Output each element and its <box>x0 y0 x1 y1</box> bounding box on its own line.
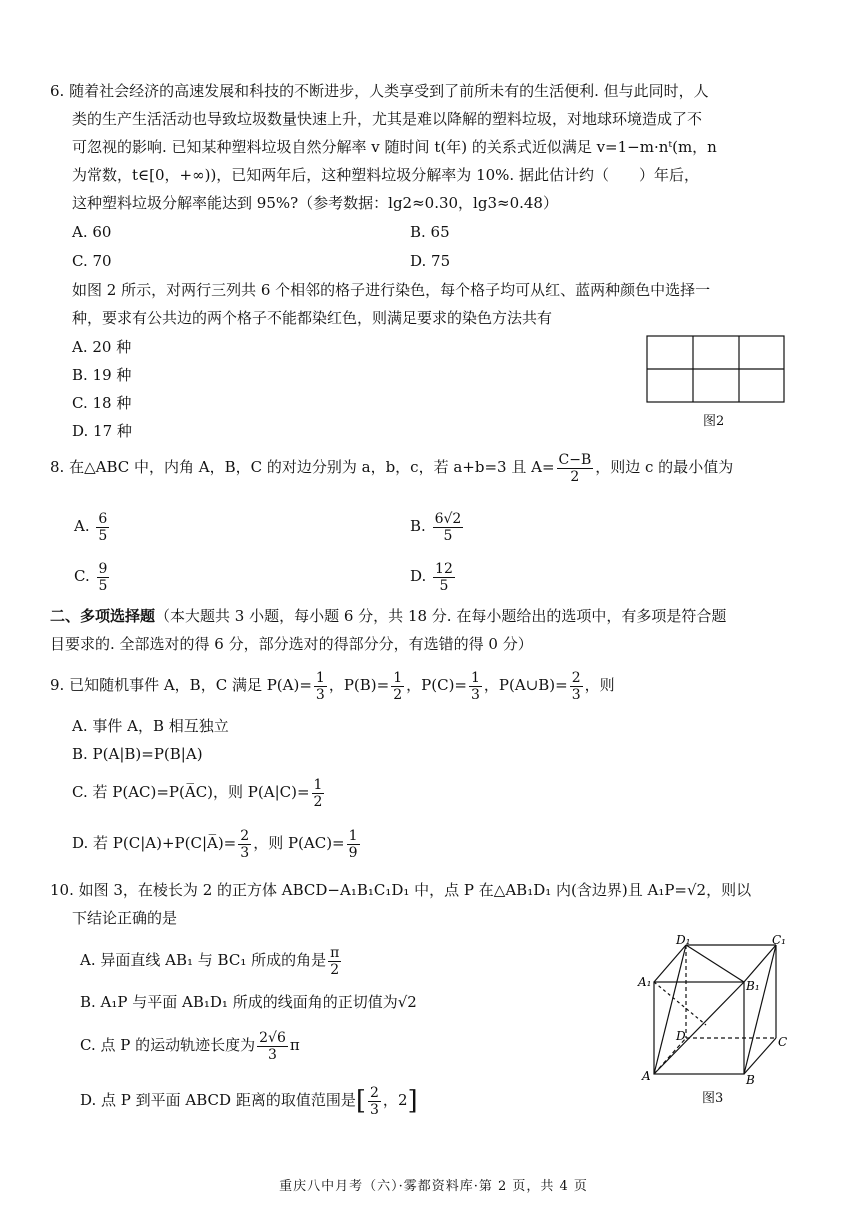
q8-option-d-den: 5 <box>439 577 449 594</box>
q10-option-c <box>80 1025 300 1065</box>
segment-a1-p <box>654 982 706 1025</box>
label-a: A <box>642 1069 651 1083</box>
section2-title: 二、多项选择题 <box>50 607 156 625</box>
q8-option-d <box>410 556 457 596</box>
q9-option-d-num1: 2 <box>240 827 250 844</box>
q10-option-d-text: D. 点 P 到平面 ABCD 距离的取值范围是 <box>80 1091 356 1109</box>
q6-line5: 这种塑料垃圾分解率能达到 95%?（参考数据：lg2≈0.30，lg3≈0.48） <box>72 194 558 212</box>
q6-option-d: D. 75 <box>410 252 451 270</box>
figure3-caption: 图3 <box>702 1091 724 1106</box>
q9-option-d-text: D. 若 P(C|A)+P(C|A̅)= <box>72 834 237 852</box>
q6-line4: 为常数，t∈[0，+∞))，已知两年后，这种塑料垃圾分解率为 10%. 据此估计约（ ）年后， <box>72 166 699 184</box>
page-footer: 重庆八中月考（六）·雾都资料库·第 2 页，共 4 页 <box>279 1179 588 1194</box>
q9-pu-label: ，P(A∪B)= <box>483 676 568 694</box>
q9-option-a: A. 事件 A，B 相互独立 <box>72 717 229 735</box>
label-b: B <box>746 1073 755 1087</box>
q9-stem <box>50 665 615 705</box>
q9-pu-num: 2 <box>571 669 581 686</box>
section2-desc2: 目要求的. 全部选对的得 6 分，部分选对的得部分分，有选错的得 0 分） <box>50 635 533 653</box>
q9-pa-num: 1 <box>315 669 325 686</box>
q9-pc-label: ，P(C)= <box>406 676 467 694</box>
q8-option-a-den: 5 <box>98 527 108 544</box>
q9-option-d-den2: 9 <box>348 844 358 861</box>
q10-option-c-num: 2√6 <box>259 1029 286 1046</box>
q9-option-c-num: 1 <box>313 776 323 793</box>
q10-range-comma: ， <box>382 1091 398 1109</box>
q10-range-lo-num: 2 <box>370 1084 379 1101</box>
q9-option-c-text: C. 若 P(AC)=P(A̅C)，则 P(A|C)= <box>72 783 310 801</box>
q10-range-bracket-left: [ <box>355 1086 366 1116</box>
q8-option-b <box>410 506 465 546</box>
q10-range-bracket-right: ] <box>407 1086 418 1116</box>
q7-line2: 种，要求有公共边的两个格子不能都染红色，则满足要求的染色方法共有 <box>72 309 553 327</box>
grid-figure <box>646 335 786 405</box>
q10-option-a-num: π <box>330 944 340 961</box>
segment-a-b1 <box>654 982 744 1074</box>
q9-option-c <box>72 772 326 812</box>
q9-option-d <box>72 823 362 863</box>
q9-pb-label: ，P(B)= <box>328 676 390 694</box>
label-d: D <box>676 1029 686 1043</box>
q8-frac-num: C−B <box>558 451 592 468</box>
q8-stem-prefix: 8. 在△ABC 中，内角 A，B，C 的对边分别为 a，b，c，若 a+b=3 且 A= <box>50 458 555 476</box>
q8-option-c-label: C. <box>74 567 90 585</box>
q10-line1: 10. 如图 3，在棱长为 2 的正方体 ABCD−A₁B₁C₁D₁ 中，点 P 在△AB₁D₁ 内(含边界)且 A₁P=√2，则以 <box>50 881 752 899</box>
q8-stem-fraction <box>557 452 594 485</box>
q8-stem-suffix: ，则边 c 的最小值为 <box>595 458 734 476</box>
q10-range-hi: 2 <box>397 1091 408 1109</box>
q9-option-d-num2: 1 <box>348 827 358 844</box>
q8-option-a-num: 6 <box>98 510 108 527</box>
q10-option-c-den: 3 <box>268 1046 277 1063</box>
cube-figure <box>636 930 796 1090</box>
q8-option-d-label: D. <box>410 567 427 585</box>
q10-option-b: B. A₁P 与平面 AB₁D₁ 所成的线面角的正切值为√2 <box>80 993 417 1011</box>
q9-pb-den: 2 <box>393 686 403 703</box>
label-c: C <box>778 1035 788 1049</box>
q9-pc-num: 1 <box>471 669 480 686</box>
q10-option-c-suffix: π <box>289 1036 300 1054</box>
figure2-caption: 图2 <box>703 414 725 429</box>
q9-prefix: 9. 已知随机事件 A，B，C 满足 P(A)= <box>50 676 312 694</box>
q9-suffix: ，则 <box>584 676 615 694</box>
q9-option-b: B. P(A|B)=P(B|A) <box>72 745 203 763</box>
q9-pb-num: 1 <box>393 669 403 686</box>
section2-line1 <box>50 606 726 626</box>
q8-option-b-num: 6√2 <box>434 510 462 527</box>
q8-option-c <box>74 556 111 596</box>
q6-line1: 6. 随着社会经济的高速发展和科技的不断进步，人类享受到了前所未有的生活便利. 但与此同时，人 <box>50 82 709 100</box>
q6-line2: 类的生产生活活动也导致垃圾数量快速上升，尤其是难以降解的塑料垃圾，对地球环境造成了不 <box>72 110 703 128</box>
q8-option-b-den: 5 <box>443 527 453 544</box>
q6-line3: 可忽视的影响. 已知某种塑料垃圾自然分解率 v 随时间 t(年) 的关系式近似满足 v=1−m·nᵗ(m，n <box>72 138 717 156</box>
label-b1: B₁ <box>746 979 760 993</box>
q7-option-b: B. 19 种 <box>72 366 132 384</box>
q10-option-d <box>80 1080 418 1121</box>
q6-option-b: B. 65 <box>410 223 450 241</box>
q8-option-d-num: 12 <box>435 560 453 577</box>
q9-option-d-mid: ，则 P(AC)= <box>253 834 345 852</box>
segment-d1-b1 <box>686 945 744 982</box>
q6-option-a: A. 60 <box>72 223 112 241</box>
q10-option-a-text: A. 异面直线 AB₁ 与 BC₁ 所成的角是 <box>80 951 327 969</box>
label-c1: C₁ <box>772 933 786 947</box>
q7-option-d: D. 17 种 <box>72 422 132 440</box>
q7-option-a: A. 20 种 <box>72 338 132 356</box>
q10-range-lo-den: 3 <box>370 1101 379 1118</box>
q10-option-c-text: C. 点 P 的运动轨迹长度为 <box>80 1036 256 1054</box>
q8-option-c-den: 5 <box>98 577 108 594</box>
q9-pa-den: 3 <box>315 686 325 703</box>
q10-option-a-den: 2 <box>330 961 340 978</box>
label-a1: A₁ <box>638 975 652 989</box>
q8-option-a-label: A. <box>74 517 90 535</box>
q9-option-c-den: 2 <box>313 793 323 810</box>
q9-pc-den: 3 <box>471 686 480 703</box>
label-d1: D₁ <box>676 933 691 947</box>
q8-option-b-label: B. <box>410 517 426 535</box>
section2-desc1: （本大题共 3 小题，每小题 6 分，共 18 分. 在每小题给出的选项中，有多项是符合题 <box>155 607 727 625</box>
q9-pu-den: 3 <box>571 686 581 703</box>
q10-line2: 下结论正确的是 <box>72 909 178 927</box>
q7-option-c: C. 18 种 <box>72 394 132 412</box>
q8-frac-den: 2 <box>570 468 580 485</box>
q6-option-c: C. 70 <box>72 252 112 270</box>
q9-option-d-den1: 3 <box>240 844 250 861</box>
q7-line1: 如图 2 所示，对两行三列共 6 个相邻的格子进行染色，每个格子均可从红、蓝两种颜色中选择一 <box>72 281 711 299</box>
q8-stem <box>50 449 733 485</box>
q8-option-c-num: 9 <box>98 560 108 577</box>
q8-option-a <box>74 506 111 546</box>
q10-option-a <box>80 940 343 980</box>
